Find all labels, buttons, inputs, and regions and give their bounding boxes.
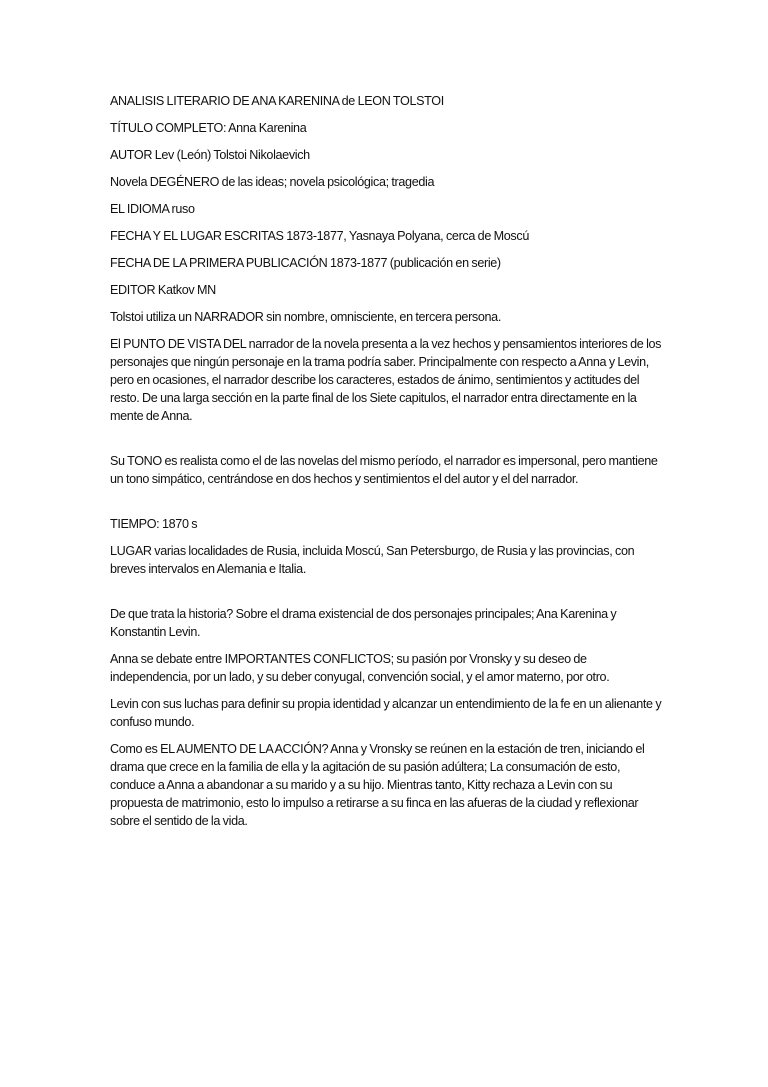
narrator-line: Tolstoi utiliza un NARRADOR sin nombre, omnisciente, en tercera persona. [110, 310, 501, 324]
point-of-view-paragraph: El PUNTO DE VISTA DEL narrador de la novela presenta a la vez hechos y pensamientos interiores de los personajes que ningún personaje en la trama podría saber. Principalmente con respecto a Anna y Levin, pero en ocasiones, el narrador describe los caracteres, estados de ánimo, sentimientos y actitudes del resto. De una larga sección en la parte final de los Siete capitulos, el narrador entra directamente en la mente de Anna. [110, 337, 662, 423]
rising-action-paragraph: Como es EL AUMENTO DE LA ACCIÓN? Anna y Vronsky se reúnen en la estación de tren, iniciando el drama que crece en la familia de ella y la agitación de su pasión adúltera; La consumación de esto, conduce a Anna a abandonar a su marido y a su hijo. Mientras tanto, Kitty rechaza a Levin con su propuesta de matrimonio, esto lo impulso a retirarse a su finca en las afueras de la ciudad y reflexionar sobre el sentido de la vida. [110, 742, 645, 828]
place-paragraph: LUGAR varias localidades de Rusia, incluida Moscú, San Petersburgo, de Rusia y las provincias, con breves intervalos en Alemania e Italia. [110, 544, 635, 576]
full-title-line: TÍTULO COMPLETO: Anna Karenina [110, 121, 307, 135]
time-line: TIEMPO: 1870 s [110, 517, 198, 531]
tone-paragraph: Su TONO es realista como el de las novelas del mismo período, el narrador es impersonal, pero mantiene un tono simpático, centrándose en dos hechos y sentimientos el del autor y el del narrador. [110, 454, 658, 486]
story-summary-paragraph: De que trata la historia? Sobre el drama existencial de dos personajes principales; Ana Karenina y Konstantin Levin. [110, 607, 617, 639]
anna-conflicts-paragraph: Anna se debate entre IMPORTANTES CONFLICTOS; su pasión por Vronsky y su deseo de independencia, por un lado, y su deber conyugal, convención social, y el amor materno, por otro. [110, 652, 610, 684]
date-place-written-line: FECHA Y EL LUGAR ESCRITAS 1873-1877, Yasnaya Polyana, cerca de Moscú [110, 229, 529, 243]
genre-line: Novela DEGÉNERO de las ideas; novela psicológica; tragedia [110, 175, 435, 189]
author-line: AUTOR Lev (León) Tolstoi Nikolaevich [110, 148, 310, 162]
document-body [110, 92, 662, 839]
language-line: EL IDIOMA ruso [110, 202, 195, 216]
first-publication-line: FECHA DE LA PRIMERA PUBLICACIÓN 1873-1877 (publicación en serie) [110, 256, 501, 270]
levin-paragraph: Levin con sus luchas para definir su propia identidad y alcanzar un entendimiento de la fe en un alienante y confuso mundo. [110, 697, 662, 729]
editor-line: EDITOR Katkov MN [110, 283, 216, 297]
document-title: ANALISIS LITERARIO DE ANA KARENINA de LEON TOLSTOI [110, 94, 444, 108]
